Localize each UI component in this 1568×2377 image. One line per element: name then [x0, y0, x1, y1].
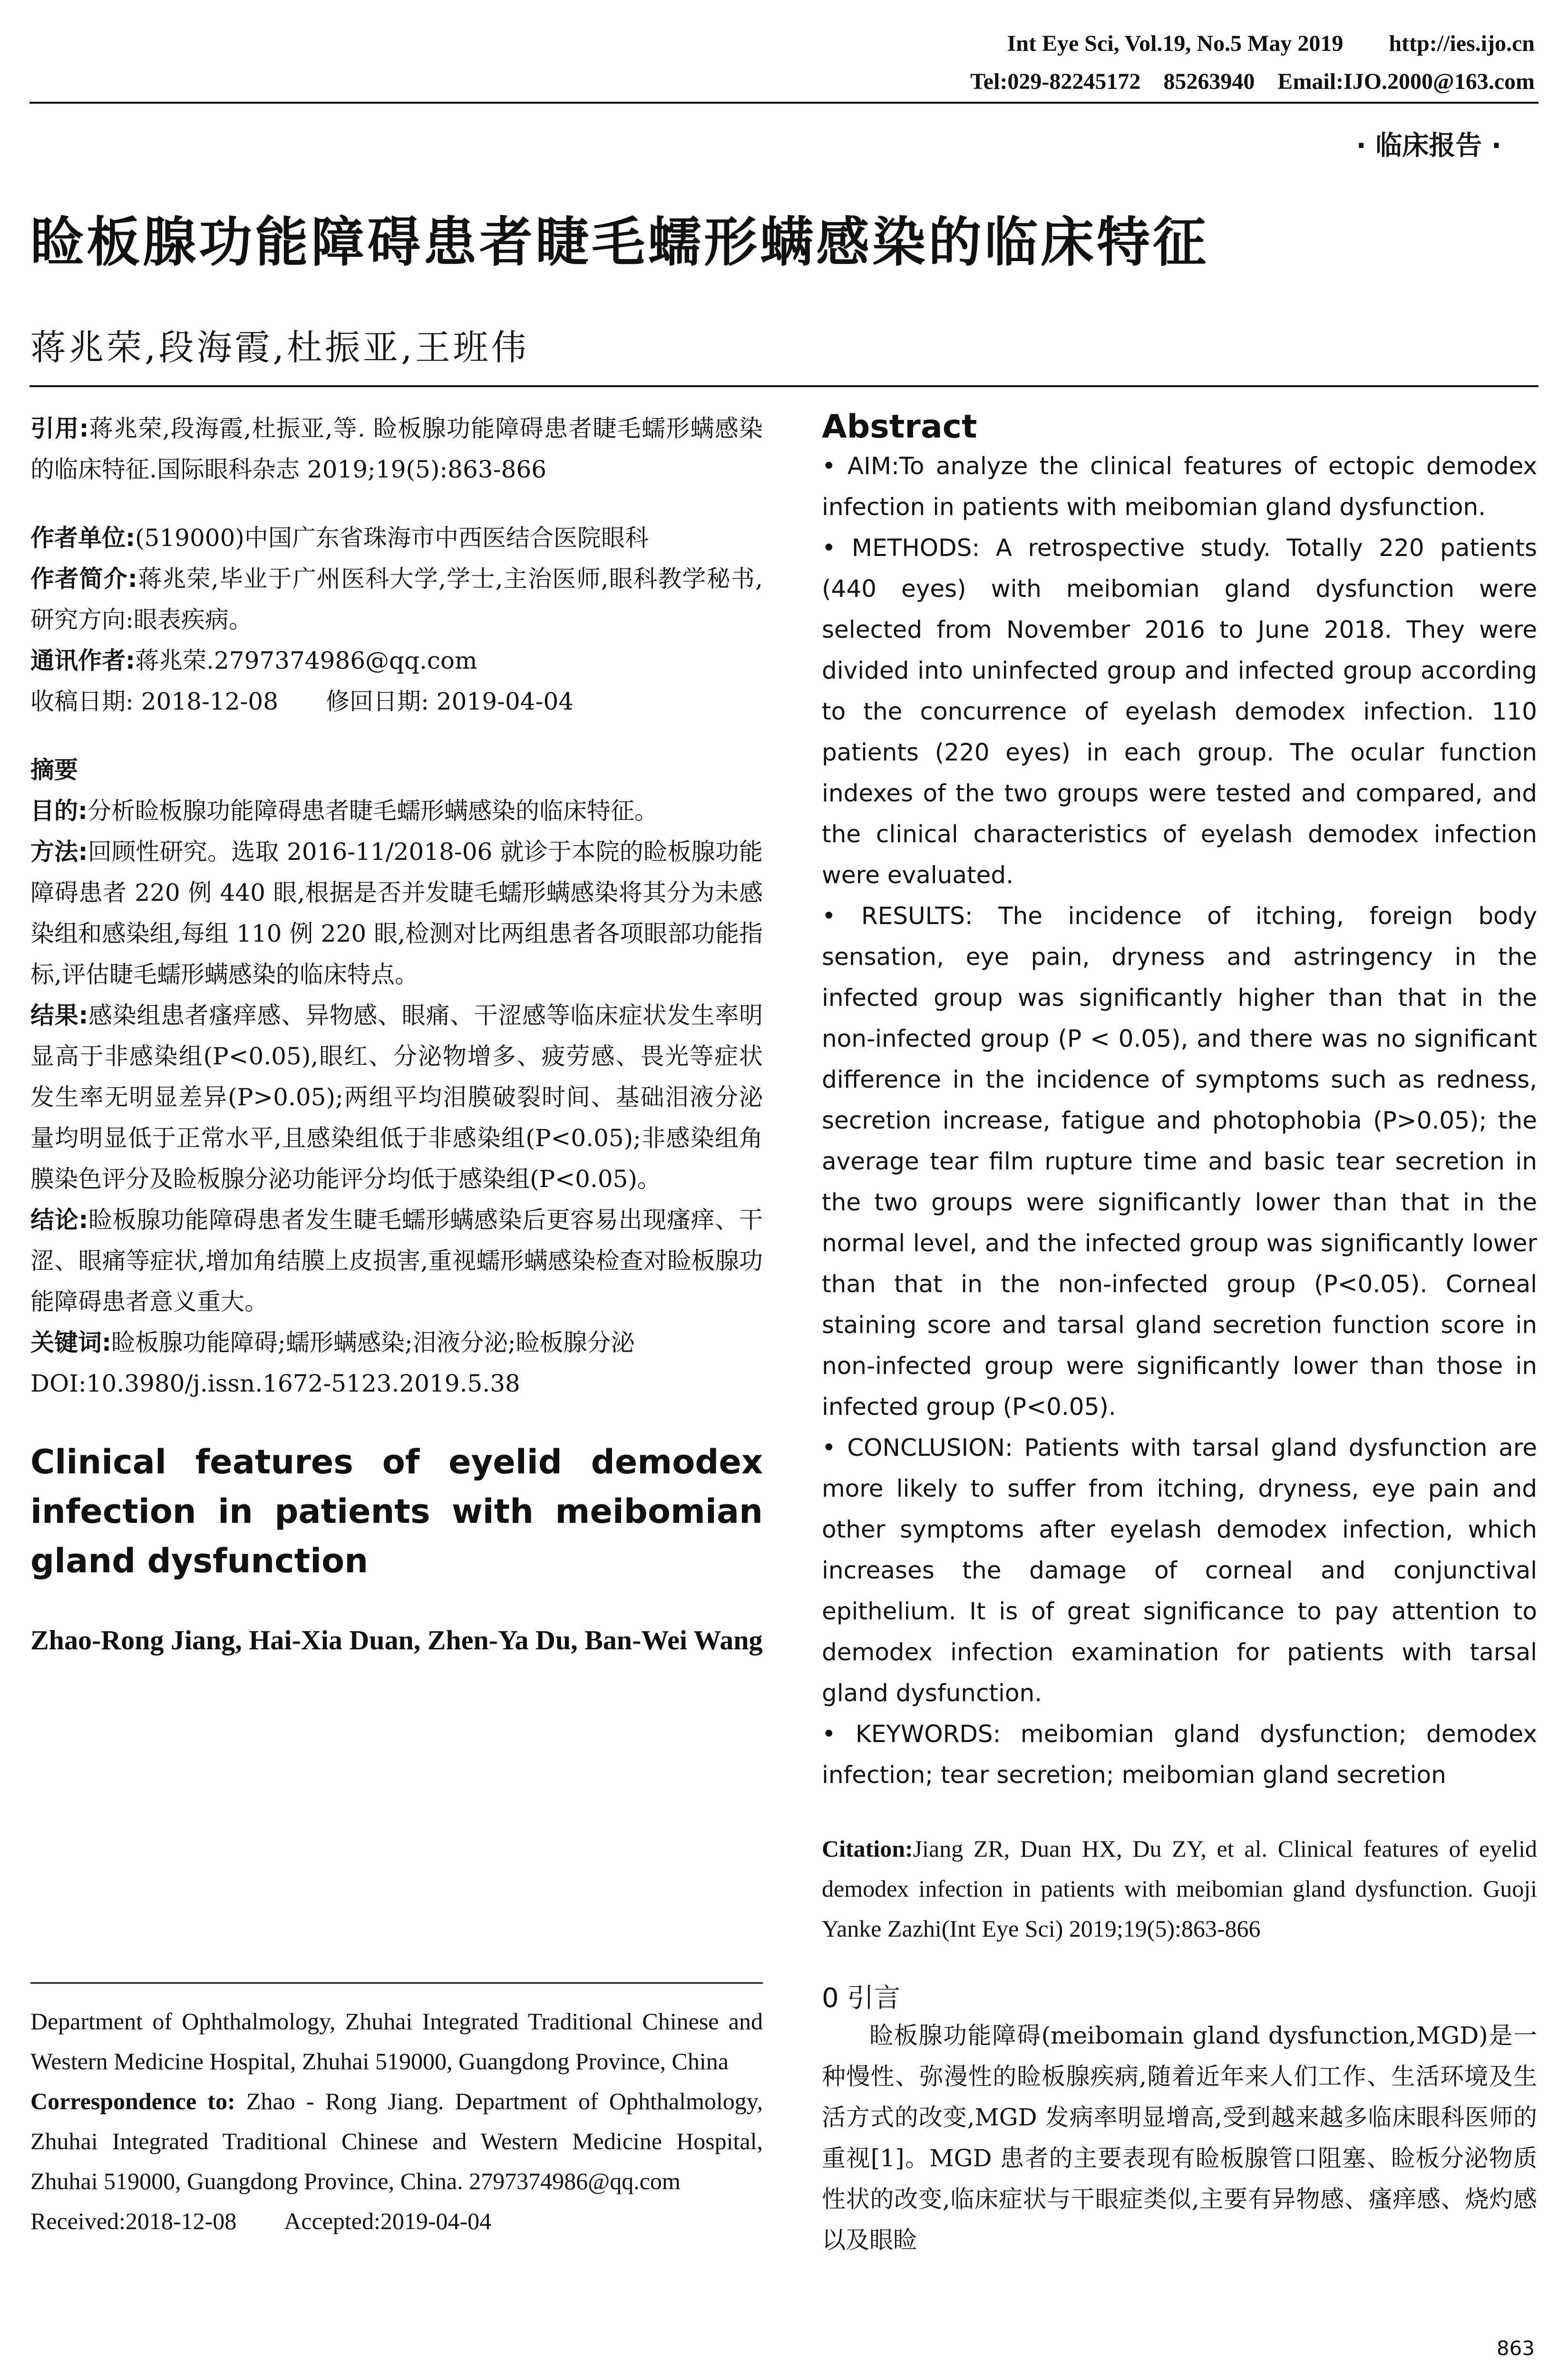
- section-tag: · 临床报告 ·: [1356, 130, 1501, 161]
- page-number: 863: [1496, 2337, 1535, 2360]
- aim-en: • AIM:To analyze the clinical features of ectopic demodex infection in patients with meibomian gland dysfunction.: [822, 452, 1537, 521]
- affiliation-text: (519000)中国广东省珠海市中西医结合医院眼科: [135, 524, 649, 552]
- citation-en: [822, 1829, 1537, 1948]
- title-rule: [29, 385, 1539, 387]
- affiliation-label: 作者单位:: [30, 524, 135, 552]
- doi: DOI:10.3980/j.issn.1672-5123.2019.5.38: [30, 1370, 520, 1397]
- keywords-cn: [30, 1322, 763, 1363]
- conclusion-label: 结论:: [30, 1206, 88, 1234]
- keywords-text: 睑板腺功能障碍;蠕形螨感染;泪液分泌;睑板腺分泌: [111, 1329, 635, 1356]
- authors-en-rule: [30, 1982, 763, 1984]
- abstract-heading-en: Abstract: [822, 408, 977, 446]
- contact-info-line: Tel:029-82245172 85263940 Email:IJO.2000@163.com: [970, 69, 1535, 94]
- article-title-cn: 睑板腺功能障碍患者睫毛蠕形螨感染的临床特征: [30, 212, 1209, 273]
- corr-text: 蒋兆荣.2797374986@qq.com: [135, 647, 477, 674]
- citation-en-text: Jiang ZR, Duan HX, Du ZY, et al. Clinical features of eyelid demodex infection in patients with meibomian gland dysfunction. Guoji Yanke Zazhi(Int Eye Sci) 2019;19(5):863-866: [822, 1835, 1537, 1942]
- keywords-en: • KEYWORDS: meibomian gland dysfunction; demodex infection; tear secretion; meibomian gland secretion: [822, 1720, 1537, 1789]
- results-text: 感染组患者瘙痒感、异物感、眼痛、干涩感等临床症状发生率明显高于非感染组(P<0.05),眼红、分泌物增多、疲劳感、畏光等症状发生率无明显差异(P>0.05);两组平均泪膜破裂时间、基础泪液分泌量均明显低于正常水平,且感染组低于非感染组(P<0.05);非感染组角膜染色评分及睑板腺分泌功能评分均低于感染组(P<0.05)。: [30, 1002, 763, 1193]
- department-en: Department of Ophthalmology, Zhuhai Integrated Traditional Chinese and Western Medicine Hospital, Zhuhai 519000, Guangdong Province, China: [30, 2008, 763, 2075]
- authors-en: Zhao-Rong Jiang, Hai-Xia Duan, Zhen-Ya Du, Ban-Wei Wang: [30, 1625, 763, 1656]
- abstract-heading-cn: 摘要: [30, 756, 78, 784]
- header-rule: [29, 102, 1539, 104]
- affiliation: [30, 517, 763, 558]
- author-bio: [30, 558, 763, 640]
- aim-cn: [30, 790, 763, 831]
- correspondence-label: Correspondence to:: [30, 2088, 235, 2114]
- citation-cn: [30, 408, 763, 490]
- left-column-footer: [30, 2001, 763, 2241]
- keywords-label: 关键词:: [30, 1329, 111, 1356]
- corr-label: 通讯作者:: [30, 647, 135, 674]
- conclusion-en: • CONCLUSION: Patients with tarsal gland dysfunction are more likely to suffer from itching, dryness, eye pain and other symptoms after eyelash demodex infection, which increases the damage of corneal and conjunctival epithelium. It is of great significance to pay attention to demodex infection examination for patients with tarsal gland dysfunction.: [822, 1434, 1537, 1707]
- methods-cn: [30, 831, 763, 995]
- left-column: [30, 408, 763, 1662]
- results-label: 结果:: [30, 1002, 88, 1029]
- aim-label: 目的:: [30, 797, 88, 825]
- methods-label: 方法:: [30, 838, 88, 866]
- corresponding-author: [30, 640, 763, 681]
- citation-label: 引用:: [30, 415, 89, 442]
- conclusion-text: 睑板腺功能障碍患者发生睫毛蠕形螨感染后更容易出现瘙痒、干涩、眼痛等症状,增加角结膜上皮损害,重视蠕形螨感染检查对睑板腺功能障碍患者意义重大。: [30, 1206, 763, 1315]
- right-column: [822, 408, 1537, 2260]
- intro-paragraph: 睑板腺功能障碍(meibomain gland dysfunction,MGD)是一种慢性、弥漫性的睑板腺疾病,随着近年来人们工作、生活环境及生活方式的改变,MGD 发病率明显增高,受到越来越多临床眼科医师的重视[1]。MGD 患者的主要表现有睑板腺管口阻塞、睑板分泌物质性状的改变,临床症状与干眼症类似,主要有异物感、瘙痒感、烧灼感以及眼睑: [822, 2022, 1537, 2254]
- bio-label: 作者简介:: [30, 565, 137, 593]
- results-cn: [30, 995, 763, 1199]
- journal-info-line: Int Eye Sci, Vol.19, No.5 May 2019 http://ies.ijo.cn: [1007, 31, 1535, 56]
- bio-text: 蒋兆荣,毕业于广州医科大学,学士,主治医师,眼科教学秘书,研究方向:眼表疾病。: [30, 565, 763, 633]
- citation-en-label: Citation:: [822, 1835, 913, 1862]
- correspondence-en: [30, 2081, 763, 2201]
- dates-cn: 收稿日期: 2018-12-08 修回日期: 2019-04-04: [30, 688, 574, 715]
- intro-heading: 0 引言: [822, 1983, 901, 2014]
- correspondence-text: Zhao - Rong Jiang. Department of Ophthalmology, Zhuhai Integrated Traditional Chinese and Western Medicine Hospital, Zhuhai 519000, Guangdong Province, China. 2797374986@qq.com: [30, 2088, 763, 2194]
- results-en: • RESULTS: The incidence of itching, foreign body sensation, eye pain, dryness and astringency in the infected group was significantly higher than that in the non-infected group (P < 0.05), and there was no significant difference in the incidence of symptoms such as redness, secretion increase, fatigue and photophobia (P>0.05); the average tear film rupture time and basic tear secretion in the two groups were significantly lower than that in the normal level, and the infected group was significantly lower than that in the non-infected group (P<0.05). Corneal staining score and tarsal gland secretion function score in non-infected group were significantly lower than those in infected group (P<0.05).: [822, 902, 1537, 1421]
- article-title-en: Clinical features of eyelid demodex infection in patients with meibomian gland dysfunction: [30, 1442, 763, 1580]
- dates-en: Received:2018-12-08 Accepted:2019-04-04: [30, 2208, 492, 2234]
- methods-text: 回顾性研究。选取 2016-11/2018-06 就诊于本院的睑板腺功能障碍患者 220 例 440 眼,根据是否并发睫毛蠕形螨感染将其分为未感染组和感染组,每组 110 例 220 眼,检测对比两组患者各项眼部功能指标,评估睫毛蠕形螨感染的临床特点。: [30, 838, 763, 988]
- conclusion-cn: [30, 1199, 763, 1322]
- methods-en: • METHODS: A retrospective study. Totally 220 patients (440 eyes) with meibomian gland dysfunction were selected from November 2016 to June 2018. They were divided into uninfected group and infected group according to the concurrence of eyelash demodex infection. 110 patients (220 eyes) in each group. The ocular function indexes of the two groups were tested and compared, and the clinical characteristics of eyelash demodex infection were evaluated.: [822, 534, 1537, 889]
- authors-cn: 蒋兆荣,段海霞,杜振亚,王班伟: [30, 327, 529, 368]
- citation-text: 蒋兆荣,段海霞,杜振亚,等. 睑板腺功能障碍患者睫毛蠕形螨感染的临床特征.国际眼科杂志 2019;19(5):863-866: [30, 415, 763, 483]
- aim-text: 分析睑板腺功能障碍患者睫毛蠕形螨感染的临床特征。: [88, 797, 658, 825]
